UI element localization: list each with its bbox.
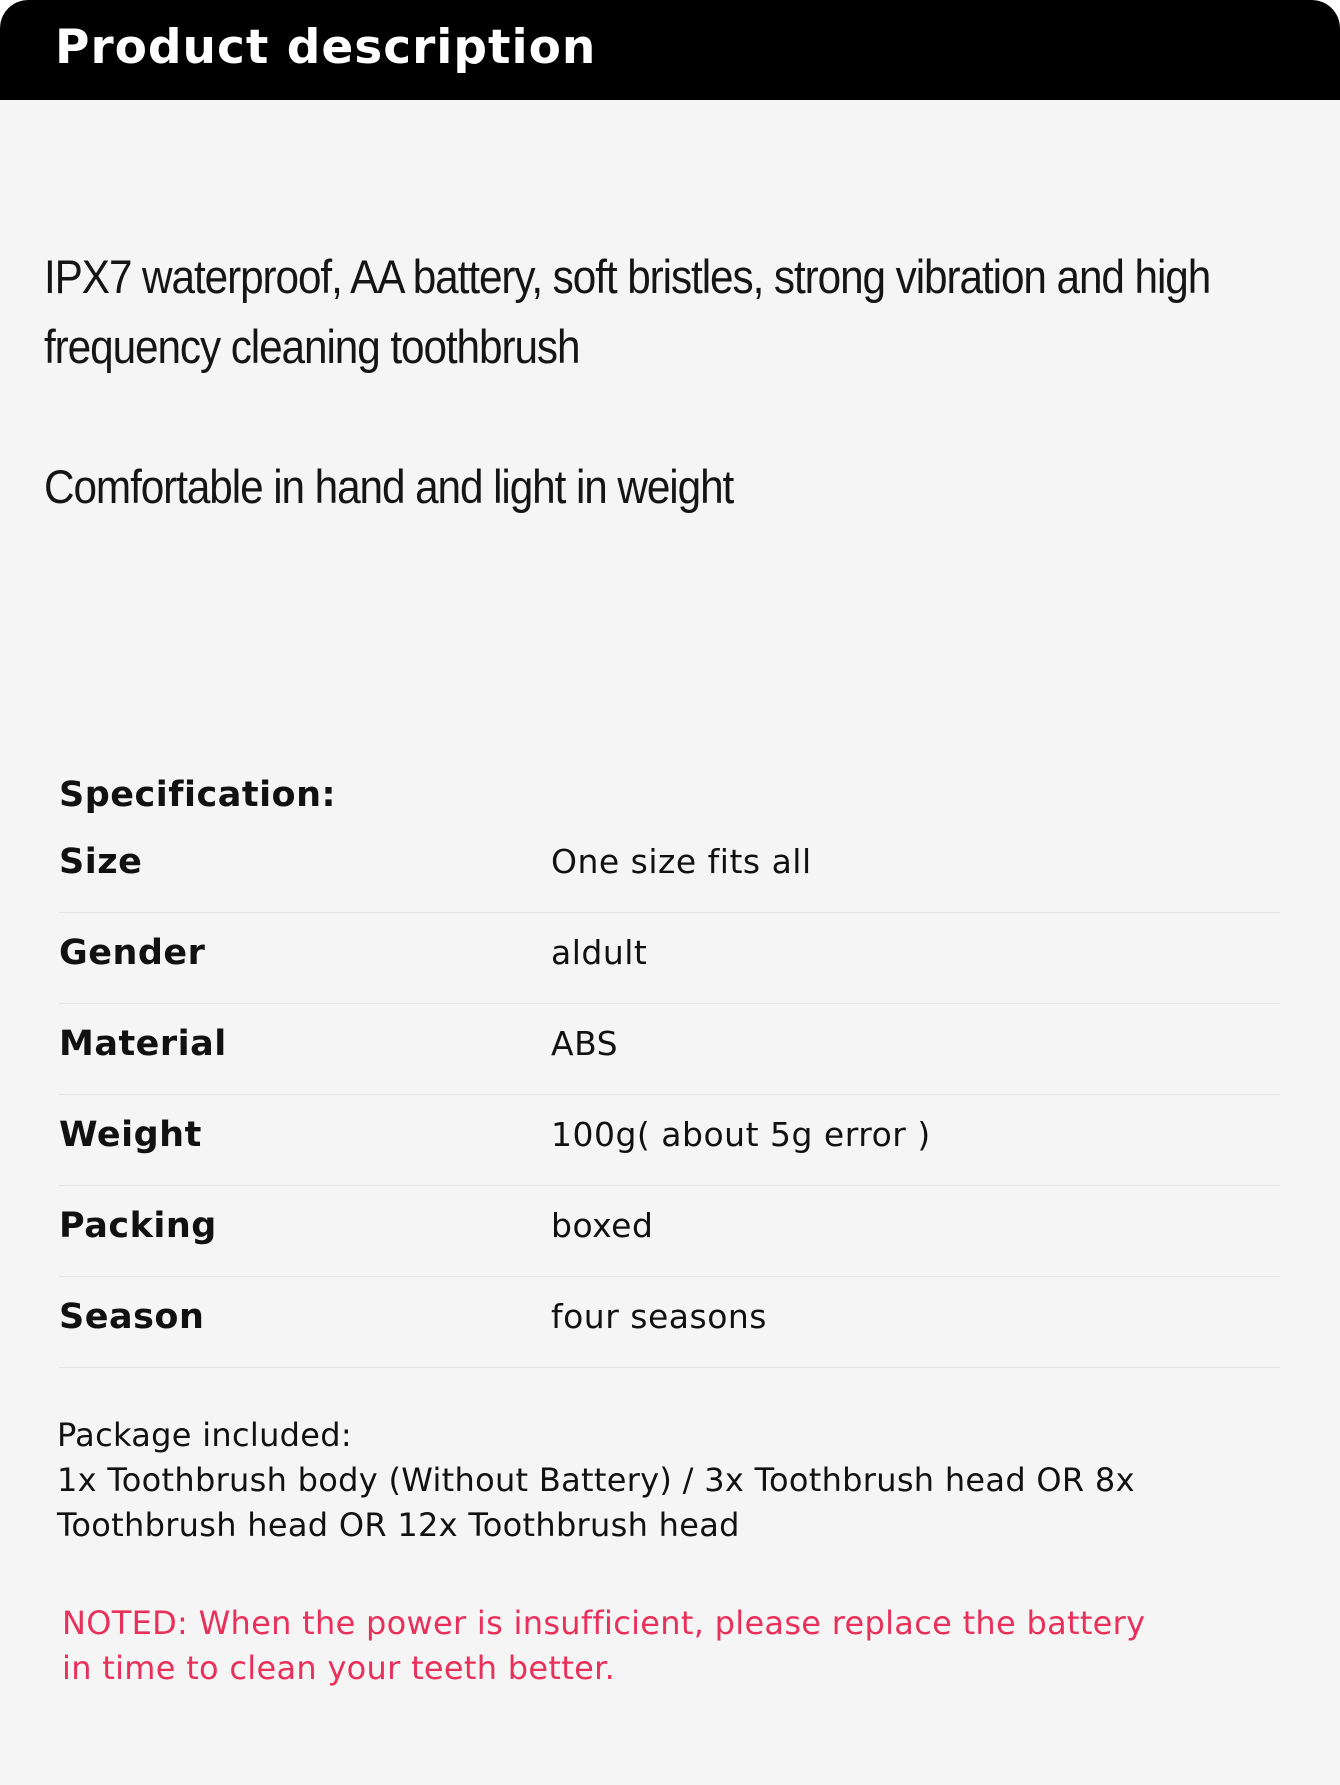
package-included	[57, 1413, 1297, 1548]
specification-heading: Specification:	[59, 775, 337, 815]
note-line-1: NOTED: When the power is insufficient, please replace the battery	[62, 1604, 1146, 1642]
intro-line-3: Comfortable in hand and light in weight	[44, 460, 734, 513]
spec-value: aldult	[551, 933, 648, 972]
spec-key: Size	[59, 842, 143, 882]
spec-key: Season	[59, 1297, 205, 1337]
spec-row-gender	[59, 913, 1280, 1004]
battery-note	[62, 1601, 1302, 1691]
page-title: Product description	[55, 20, 597, 75]
intro-comfort	[44, 452, 1304, 522]
intro-line-2: frequency cleaning toothbrush	[44, 320, 580, 373]
spec-value: 100g( about 5g error )	[551, 1115, 931, 1154]
package-heading: Package included:	[57, 1416, 352, 1454]
intro-line-1: IPX7 waterproof, AA battery, soft bristles, strong vibration and high	[44, 250, 1211, 303]
spec-row-weight	[59, 1095, 1280, 1186]
spec-row-packing	[59, 1186, 1280, 1277]
spec-key: Packing	[59, 1206, 217, 1246]
spec-key: Weight	[59, 1115, 202, 1155]
specification-table	[59, 822, 1280, 1368]
spec-row-size	[59, 822, 1280, 913]
header-bar	[0, 0, 1340, 100]
spec-row-material	[59, 1004, 1280, 1095]
note-line-2: in time to clean your teeth better.	[62, 1649, 616, 1687]
package-line-1: 1x Toothbrush body (Without Battery) / 3x Toothbrush head OR 8x	[57, 1461, 1135, 1499]
spec-row-season	[59, 1277, 1280, 1368]
spec-value: four seasons	[551, 1297, 767, 1336]
intro-features	[44, 242, 1304, 382]
spec-key: Material	[59, 1024, 227, 1064]
spec-value: One size fits all	[551, 842, 812, 881]
spec-value: boxed	[551, 1206, 654, 1245]
spec-key: Gender	[59, 933, 206, 973]
spec-value: ABS	[551, 1024, 619, 1063]
package-line-2: Toothbrush head OR 12x Toothbrush head	[57, 1506, 740, 1544]
